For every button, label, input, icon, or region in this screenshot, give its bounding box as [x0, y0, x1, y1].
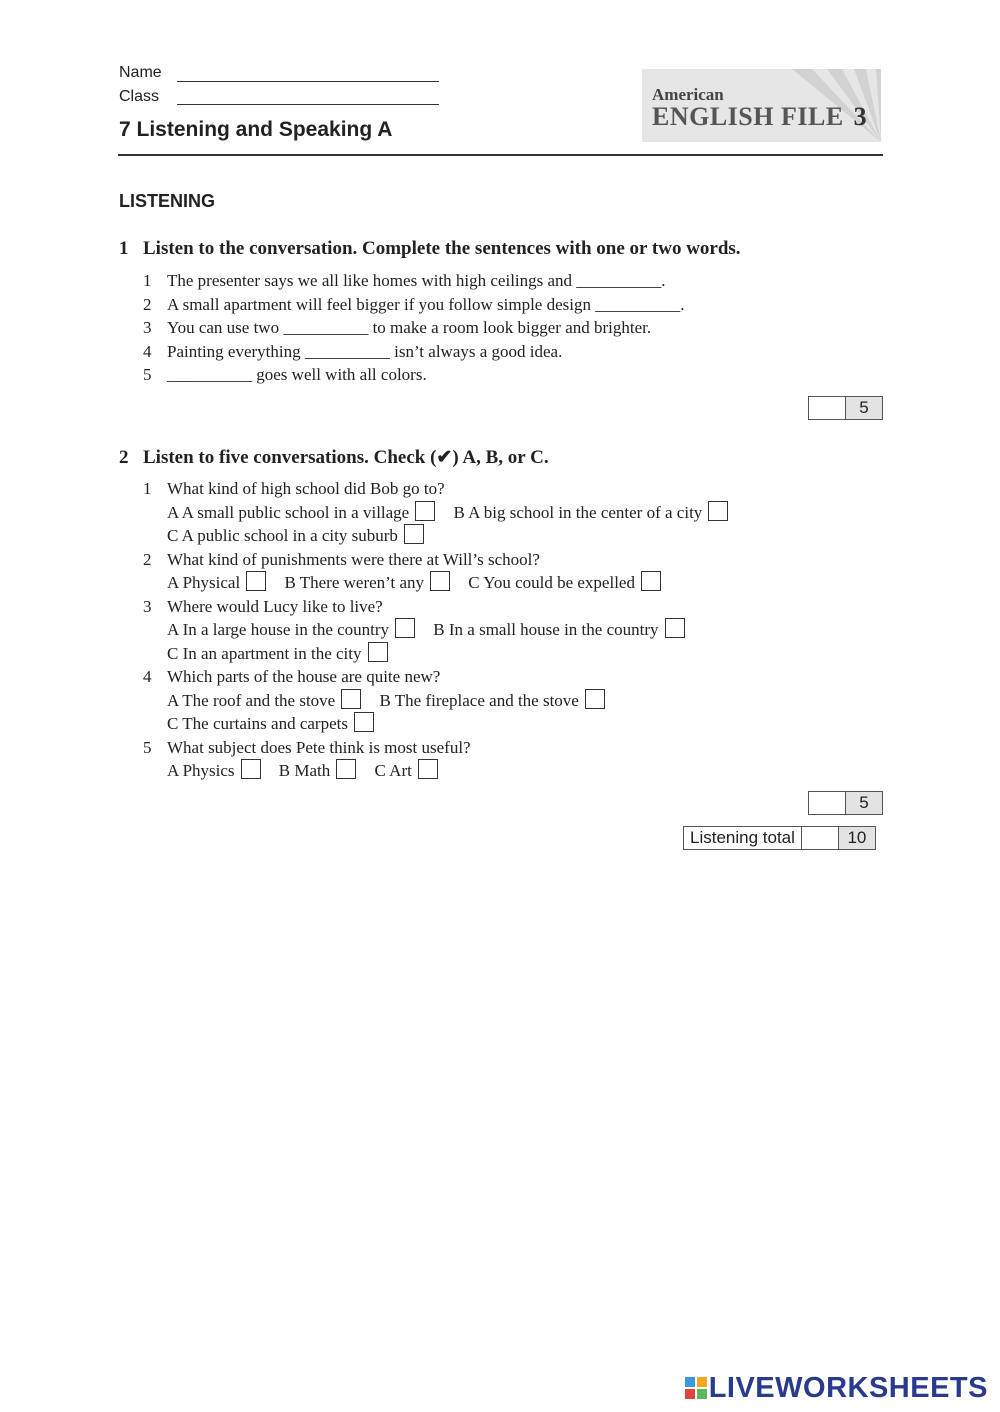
q2-option-b[interactable] — [279, 761, 356, 780]
option-label: A Physics — [167, 761, 235, 780]
header-divider — [118, 154, 883, 156]
q1-instruction-line — [119, 238, 741, 260]
q2-option-a[interactable] — [167, 503, 435, 522]
q2-question-text: Which parts of the house are quite new? — [167, 667, 441, 686]
q1-item-list — [143, 269, 684, 387]
checkbox[interactable] — [708, 501, 728, 521]
q2-options-row — [143, 759, 742, 783]
option-label: B A big school in the center of a city — [453, 502, 703, 522]
checkbox[interactable] — [336, 759, 356, 779]
q1-item-number: 5 — [143, 365, 152, 384]
logo-english-file-text: ENGLISH FILE — [652, 102, 844, 131]
checkbox[interactable] — [395, 618, 415, 638]
q2-option-b[interactable] — [379, 691, 604, 710]
q2-option-c[interactable] — [167, 644, 388, 663]
q1-item-number: 4 — [143, 341, 152, 361]
class-label: Class — [119, 88, 160, 105]
listening-total-max: 10 — [839, 827, 875, 849]
option-label: B In a small house in the country — [433, 620, 659, 639]
q2-item-list — [143, 477, 742, 783]
logo-title — [652, 102, 867, 132]
option-label: C In an apartment in the city — [167, 643, 362, 663]
checkbox[interactable] — [368, 642, 388, 662]
q1-item[interactable] — [143, 363, 684, 387]
page-title: 7 Listening and Speaking A — [119, 118, 393, 141]
checkbox[interactable] — [341, 689, 361, 709]
q2-option-a[interactable] — [167, 620, 415, 639]
q2-question-number: 1 — [143, 479, 152, 498]
q1-instruction: Listen to the conversation. Complete the sentences with one or two words. — [143, 238, 741, 259]
logo-american-text: American — [652, 85, 724, 104]
q2-options-row — [143, 501, 742, 525]
q2-number: 2 — [119, 447, 129, 468]
q2-options-row — [143, 642, 742, 666]
checkbox[interactable] — [404, 524, 424, 544]
option-label: A Physical — [167, 573, 241, 592]
q1-item-text: You can use two __________ to make a room look bigger and brighter. — [167, 318, 652, 337]
checkbox[interactable] — [354, 712, 374, 732]
q2-options-row — [143, 618, 742, 642]
q2-question-text: What subject does Pete think is most useful? — [167, 737, 471, 757]
q2-option-b[interactable] — [453, 503, 728, 522]
checkbox[interactable] — [241, 759, 261, 779]
q2-score-max: 5 — [846, 792, 882, 814]
american-english-file-logo — [642, 69, 881, 142]
listening-total-box — [683, 826, 876, 850]
checkbox[interactable] — [585, 689, 605, 709]
q2-option-b[interactable] — [433, 620, 684, 639]
q2-option-c[interactable] — [468, 573, 661, 592]
option-label: C Art — [374, 761, 412, 780]
name-field[interactable] — [177, 81, 439, 82]
option-label: B There weren’t any — [284, 573, 425, 592]
name-label: Name — [119, 64, 162, 81]
q2-question-text: What kind of punishments were there at Will’s school? — [167, 549, 540, 569]
q2-score-input[interactable] — [809, 792, 846, 814]
option-label: C You could be expelled — [468, 573, 635, 592]
option-label: A In a large house in the country — [167, 620, 390, 639]
q1-score-input[interactable] — [809, 397, 846, 419]
q2-question-number: 5 — [143, 737, 152, 757]
q2-options-row — [143, 712, 742, 736]
q2-question-number: 4 — [143, 667, 152, 686]
checkbox[interactable] — [415, 501, 435, 521]
option-label: C A public school in a city suburb — [167, 526, 398, 545]
q2-question — [143, 736, 742, 760]
q2-options-row — [143, 524, 742, 548]
q2-option-c[interactable] — [167, 526, 424, 545]
q2-question-text: What kind of high school did Bob go to? — [167, 479, 445, 498]
section-title-listening: LISTENING — [119, 191, 216, 211]
liveworksheets-logo-icon — [685, 1377, 707, 1399]
q1-item-text: __________ goes well with all colors. — [167, 365, 427, 384]
q2-question — [143, 595, 742, 619]
q2-question-text: Where would Lucy like to live? — [167, 596, 383, 616]
class-field[interactable] — [177, 104, 439, 105]
listening-total-label: Listening total — [684, 827, 802, 849]
q2-option-a[interactable] — [167, 761, 261, 780]
q2-option-c[interactable] — [167, 714, 374, 733]
checkbox[interactable] — [430, 571, 450, 591]
q2-question-number: 2 — [143, 549, 152, 569]
logo-level-number: 3 — [853, 102, 868, 131]
q1-item-text: The presenter says we all like homes with high ceilings and __________. — [167, 271, 666, 290]
option-label: A The roof and the stove — [167, 690, 336, 710]
q2-option-b[interactable] — [284, 573, 450, 592]
q1-item-number: 1 — [143, 271, 152, 290]
option-label: B Math — [278, 761, 331, 780]
liveworksheets-brand[interactable] — [685, 1372, 988, 1405]
q2-option-c[interactable] — [375, 761, 438, 780]
q1-item-text: Painting everything __________ isn’t always a good idea. — [167, 341, 563, 361]
q2-option-a[interactable] — [167, 573, 266, 592]
q1-item[interactable] — [143, 269, 684, 293]
q2-instruction: Listen to five conversations. Check (✔) A, B, or C. — [143, 447, 549, 468]
q1-item[interactable] — [143, 316, 684, 340]
q2-options-row — [143, 571, 742, 595]
option-label: B The fireplace and the stove — [379, 690, 579, 710]
checkbox[interactable] — [418, 759, 438, 779]
q2-score-box — [808, 791, 883, 815]
liveworksheets-text: LIVEWORKSHEETS — [708, 1372, 988, 1404]
q1-item-number: 3 — [143, 318, 152, 337]
q1-item[interactable] — [143, 293, 684, 317]
q2-options-row — [143, 689, 742, 713]
q1-item[interactable] — [143, 340, 684, 364]
q2-option-a[interactable] — [167, 691, 361, 710]
q2-question — [143, 477, 742, 501]
q1-item-number: 2 — [143, 294, 152, 314]
option-label: A A small public school in a village — [167, 502, 410, 522]
q2-question-number: 3 — [143, 596, 152, 616]
listening-total-input[interactable] — [802, 827, 839, 849]
q1-item-text: A small apartment will feel bigger if you follow simple design __________. — [167, 294, 685, 314]
q2-question — [143, 548, 742, 572]
q1-number: 1 — [119, 238, 129, 259]
option-label: C The curtains and carpets — [167, 714, 348, 733]
q1-score-max: 5 — [846, 397, 882, 419]
q2-question — [143, 665, 742, 689]
checkbox[interactable] — [246, 571, 266, 591]
checkbox[interactable] — [641, 571, 661, 591]
q2-instruction-line — [119, 446, 549, 469]
checkbox[interactable] — [665, 618, 685, 638]
q1-score-box — [808, 396, 883, 420]
